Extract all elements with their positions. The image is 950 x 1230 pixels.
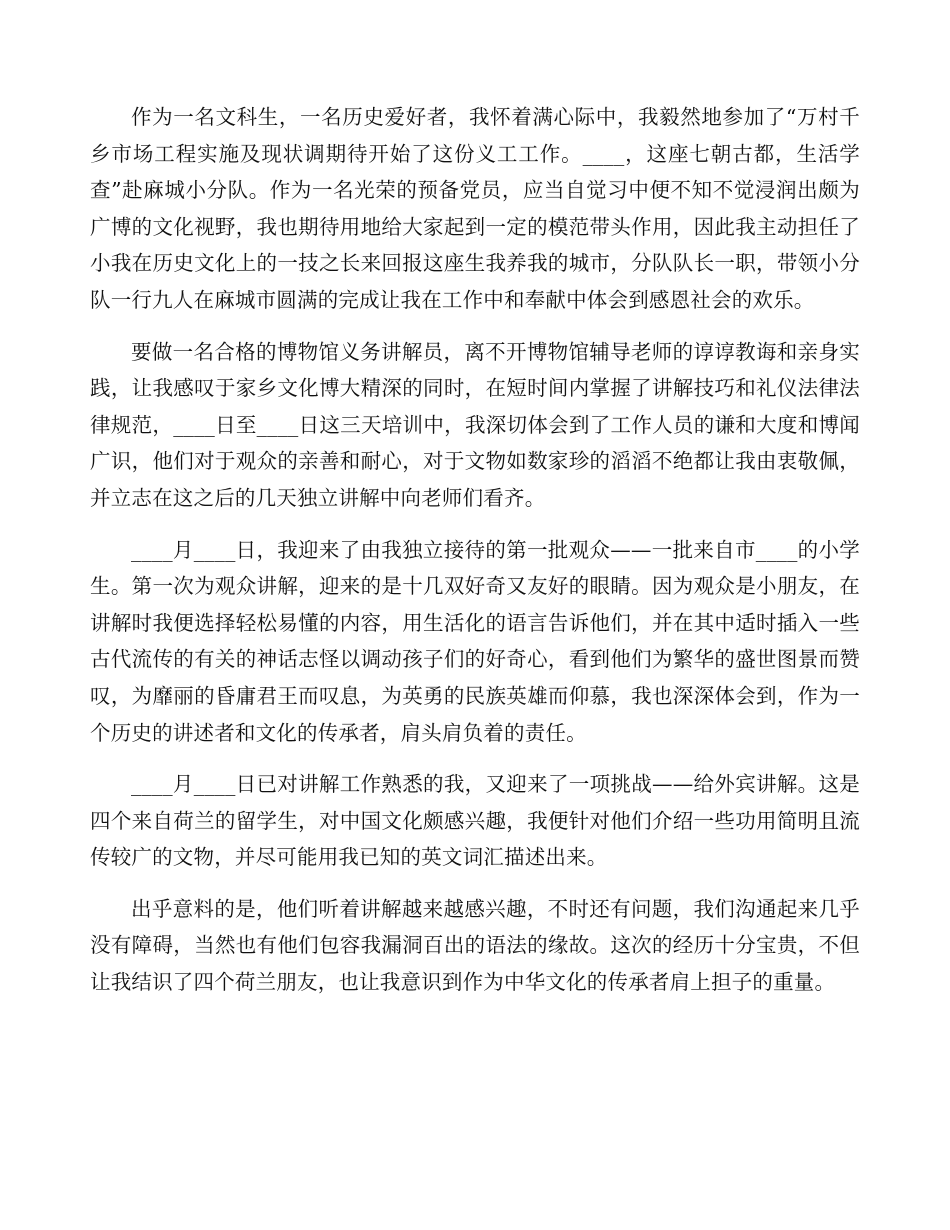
paragraph-first-audience: ____月____日，我迎来了由我独立接待的第一批观众——一批来自市____的小学生。第一次为观众讲解，迎来的是十几双好奇又友好的眼睛。因为观众是小朋友，在讲解时我便选择轻松易懂的内容，用生活化的语言告诉他们，并在其中适时插入一些古代流传的有关的神话志怪以调动孩子们的好奇心，看到他们为繁华的盛世图景而赞叹，为靡丽的昏庸君王而叹息，为英勇的民族英雄而仰慕，我也深深体会到，作为一个历史的讲述者和文化的传承者，肩头肩负着的责任。 [90, 537, 860, 745]
paragraph-foreign-guests: ____月____日已对讲解工作熟悉的我，又迎来了一项挑战——给外宾讲解。这是四个来自荷兰的留学生，对中国文化颇感兴趣，我便针对他们介绍一些功用简明且流传较广的文物，并尽可能用我已知的英文词汇描述出来。 [90, 772, 860, 870]
document-body [90, 99, 860, 1016]
paragraph-volunteer-intro: 作为一名文科生，一名历史爱好者，我怀着满心际中，我毅然地参加了“万村千乡市场工程实施及现状调期待开始了这份义工工作。____，这座七朝古都，生活学查”赴麻城小分队。作为一名光荣的预备党员，应当自觉习中便不知不觉浸润出颇为广博的文化视野，我也期待用地给大家起到一定的模范带头作用，因此我主动担任了小我在历史文化上的一技之长来回报这座生我养我的城市，分队队长一职，带领小分队一行九人在麻城市圆满的完成让我在工作中和奉献中体会到感恩社会的欢乐。 [90, 105, 860, 312]
paragraph-reflection: 出乎意料的是，他们听着讲解越来越感兴趣，不时还有问题，我们沟通起来几乎没有障碍，当然也有他们包容我漏洞百出的语法的缘故。这次的经历十分宝贵，不但让我结识了四个荷兰朋友，也让我意识到作为中华文化的传承者肩上担子的重量。 [90, 896, 860, 995]
paragraph-museum-training: 要做一名合格的博物馆义务讲解员，离不开博物馆辅导老师的谆谆教诲和亲身实践，让我感叹于家乡文化博大精深的同时，在短时间内掌握了讲解技巧和礼仪法律法律规范，____日至____日这三天培训中，我深切体会到了工作人员的谦和大度和博闻广识，他们对于观众的亲善和耐心，对于文物如数家珍的滔滔不绝都让我由衷敬佩，并立志在这之后的几天独立讲解中向老师们看齐。 [90, 339, 860, 510]
